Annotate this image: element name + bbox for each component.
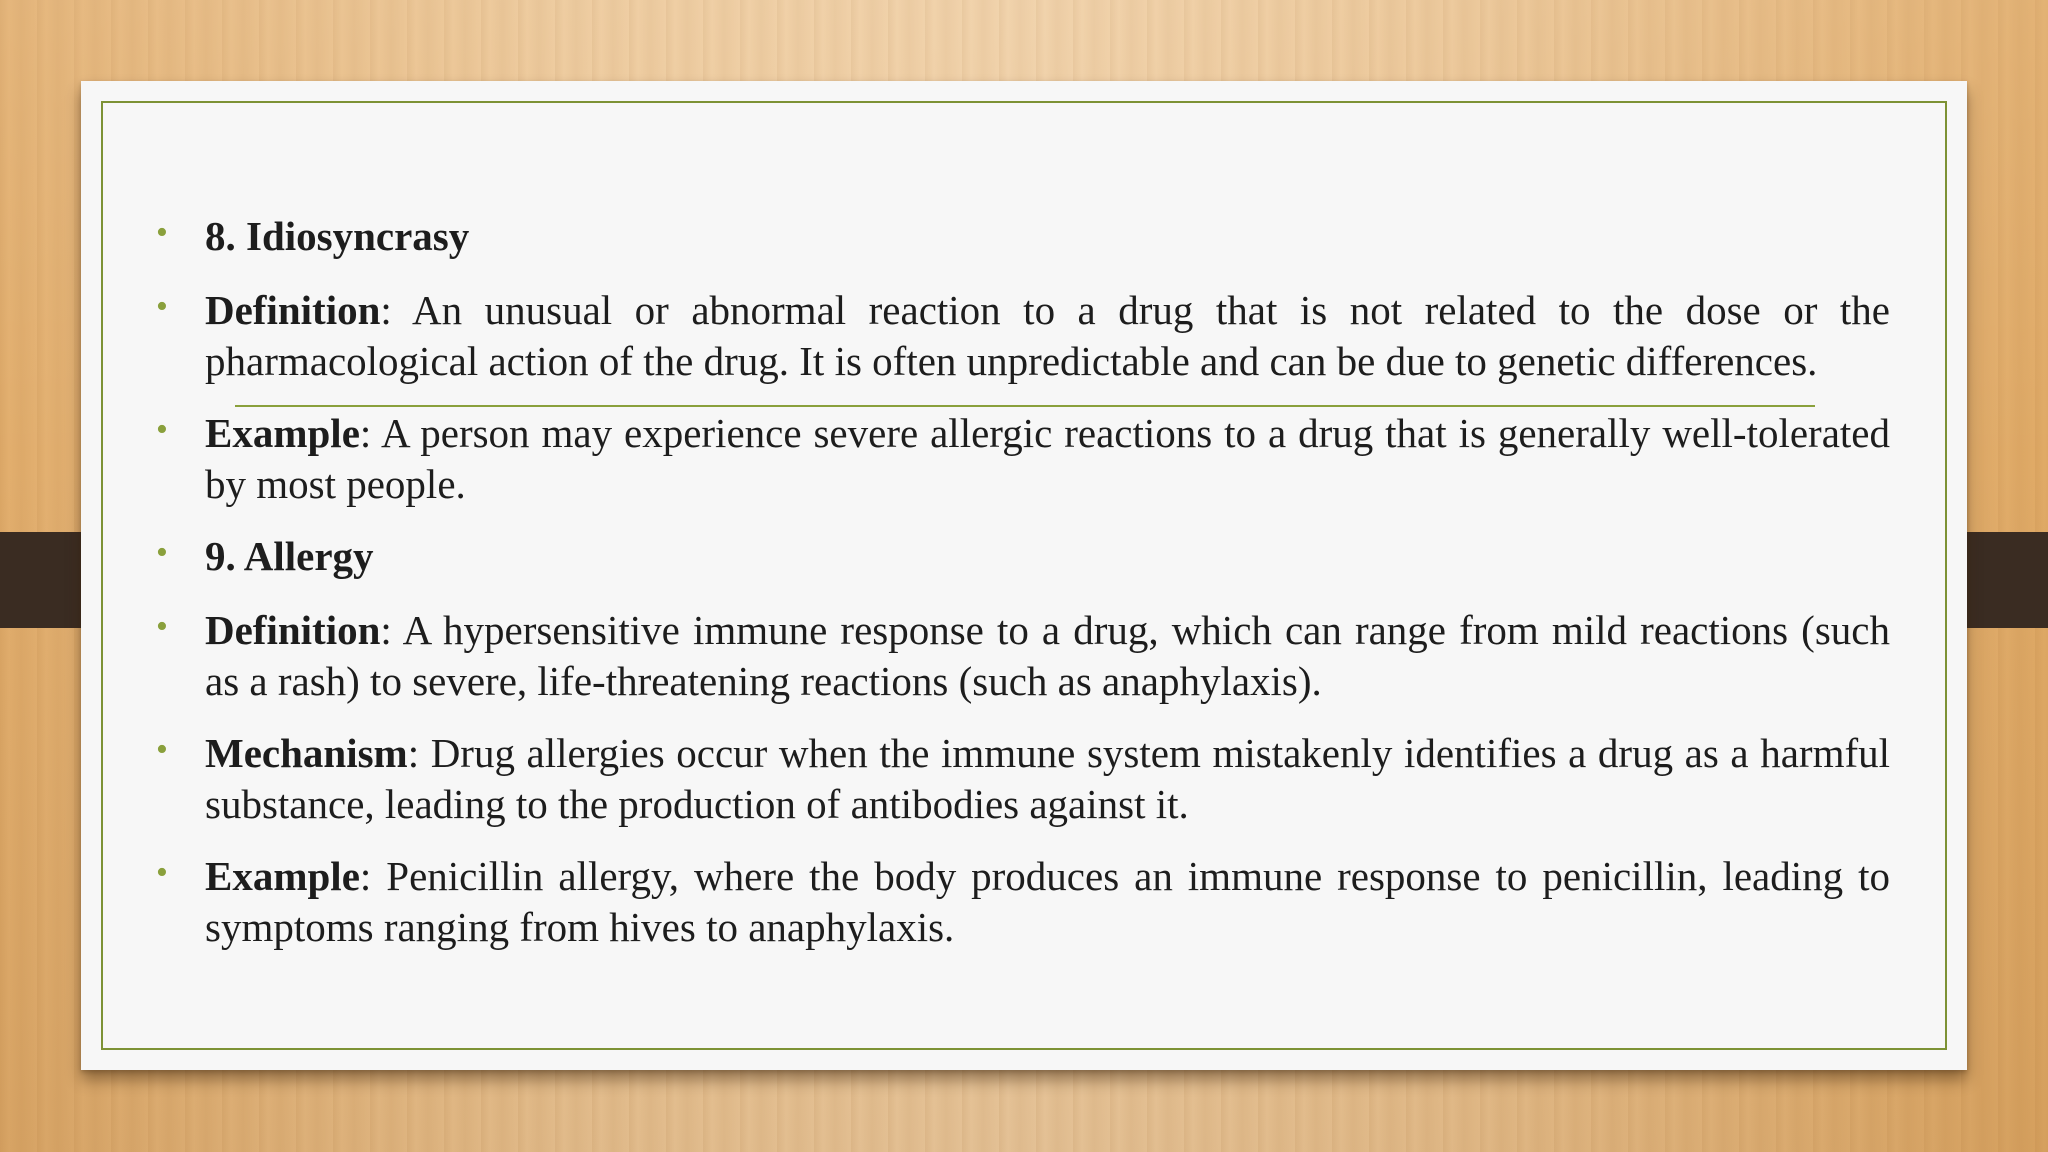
bullet-icon: • [156,854,168,891]
term-label: Example [205,410,360,456]
term-label: Mechanism [205,730,408,776]
term-label: Example [205,853,360,899]
bullet-icon: • [156,608,168,645]
heading-text: 8. Idiosyncrasy [205,213,470,259]
heading-text: 9. Allergy [205,533,374,579]
term-label: Definition [205,287,381,333]
term-label: Definition [205,607,381,653]
bullet-heading-idiosyncrasy [156,211,1890,262]
bullet-icon: • [156,214,168,251]
bullet-icon: • [156,731,168,768]
bullet-icon: • [156,534,168,571]
bullet-definition-allergy [156,605,1890,707]
point-text: Penicillin allergy, where the body produces an immune response to penicillin, leading to symptoms ranging from hives to anaphylaxis. [205,853,1890,950]
bullet-mechanism-allergy [156,728,1890,830]
bullet-example-allergy [156,851,1890,953]
term-separator: : [407,730,431,776]
point-text: An unusual or abnormal reaction to a drug that is not related to the dose or the pharmacological action of the drug. It is often unpredictable and can be due to genetic differences. [205,287,1890,384]
point-text: A hypersensitive immune response to a drug, which can range from mild reactions (such as a rash) to severe, life-threatening reactions (such as anaphylaxis). [205,607,1890,704]
point-text: Drug allergies occur when the immune system mistakenly identifies a drug as a harmful substance, leading to the production of antibodies against it. [205,730,1890,827]
bullet-definition-idiosyncrasy [156,285,1890,387]
bullet-heading-allergy [156,531,1890,582]
bullet-example-idiosyncrasy [156,408,1890,510]
bullet-icon: • [156,411,168,448]
bullet-list [156,211,1890,974]
bullet-icon: • [156,288,168,325]
term-separator: : [359,410,381,456]
term-separator: : [380,287,413,333]
term-separator: : [359,853,387,899]
term-separator: : [380,607,403,653]
point-text: A person may experience severe allergic reactions to a drug that is generally well-tolerated by most people. [205,410,1890,507]
slide-card [81,81,1967,1070]
